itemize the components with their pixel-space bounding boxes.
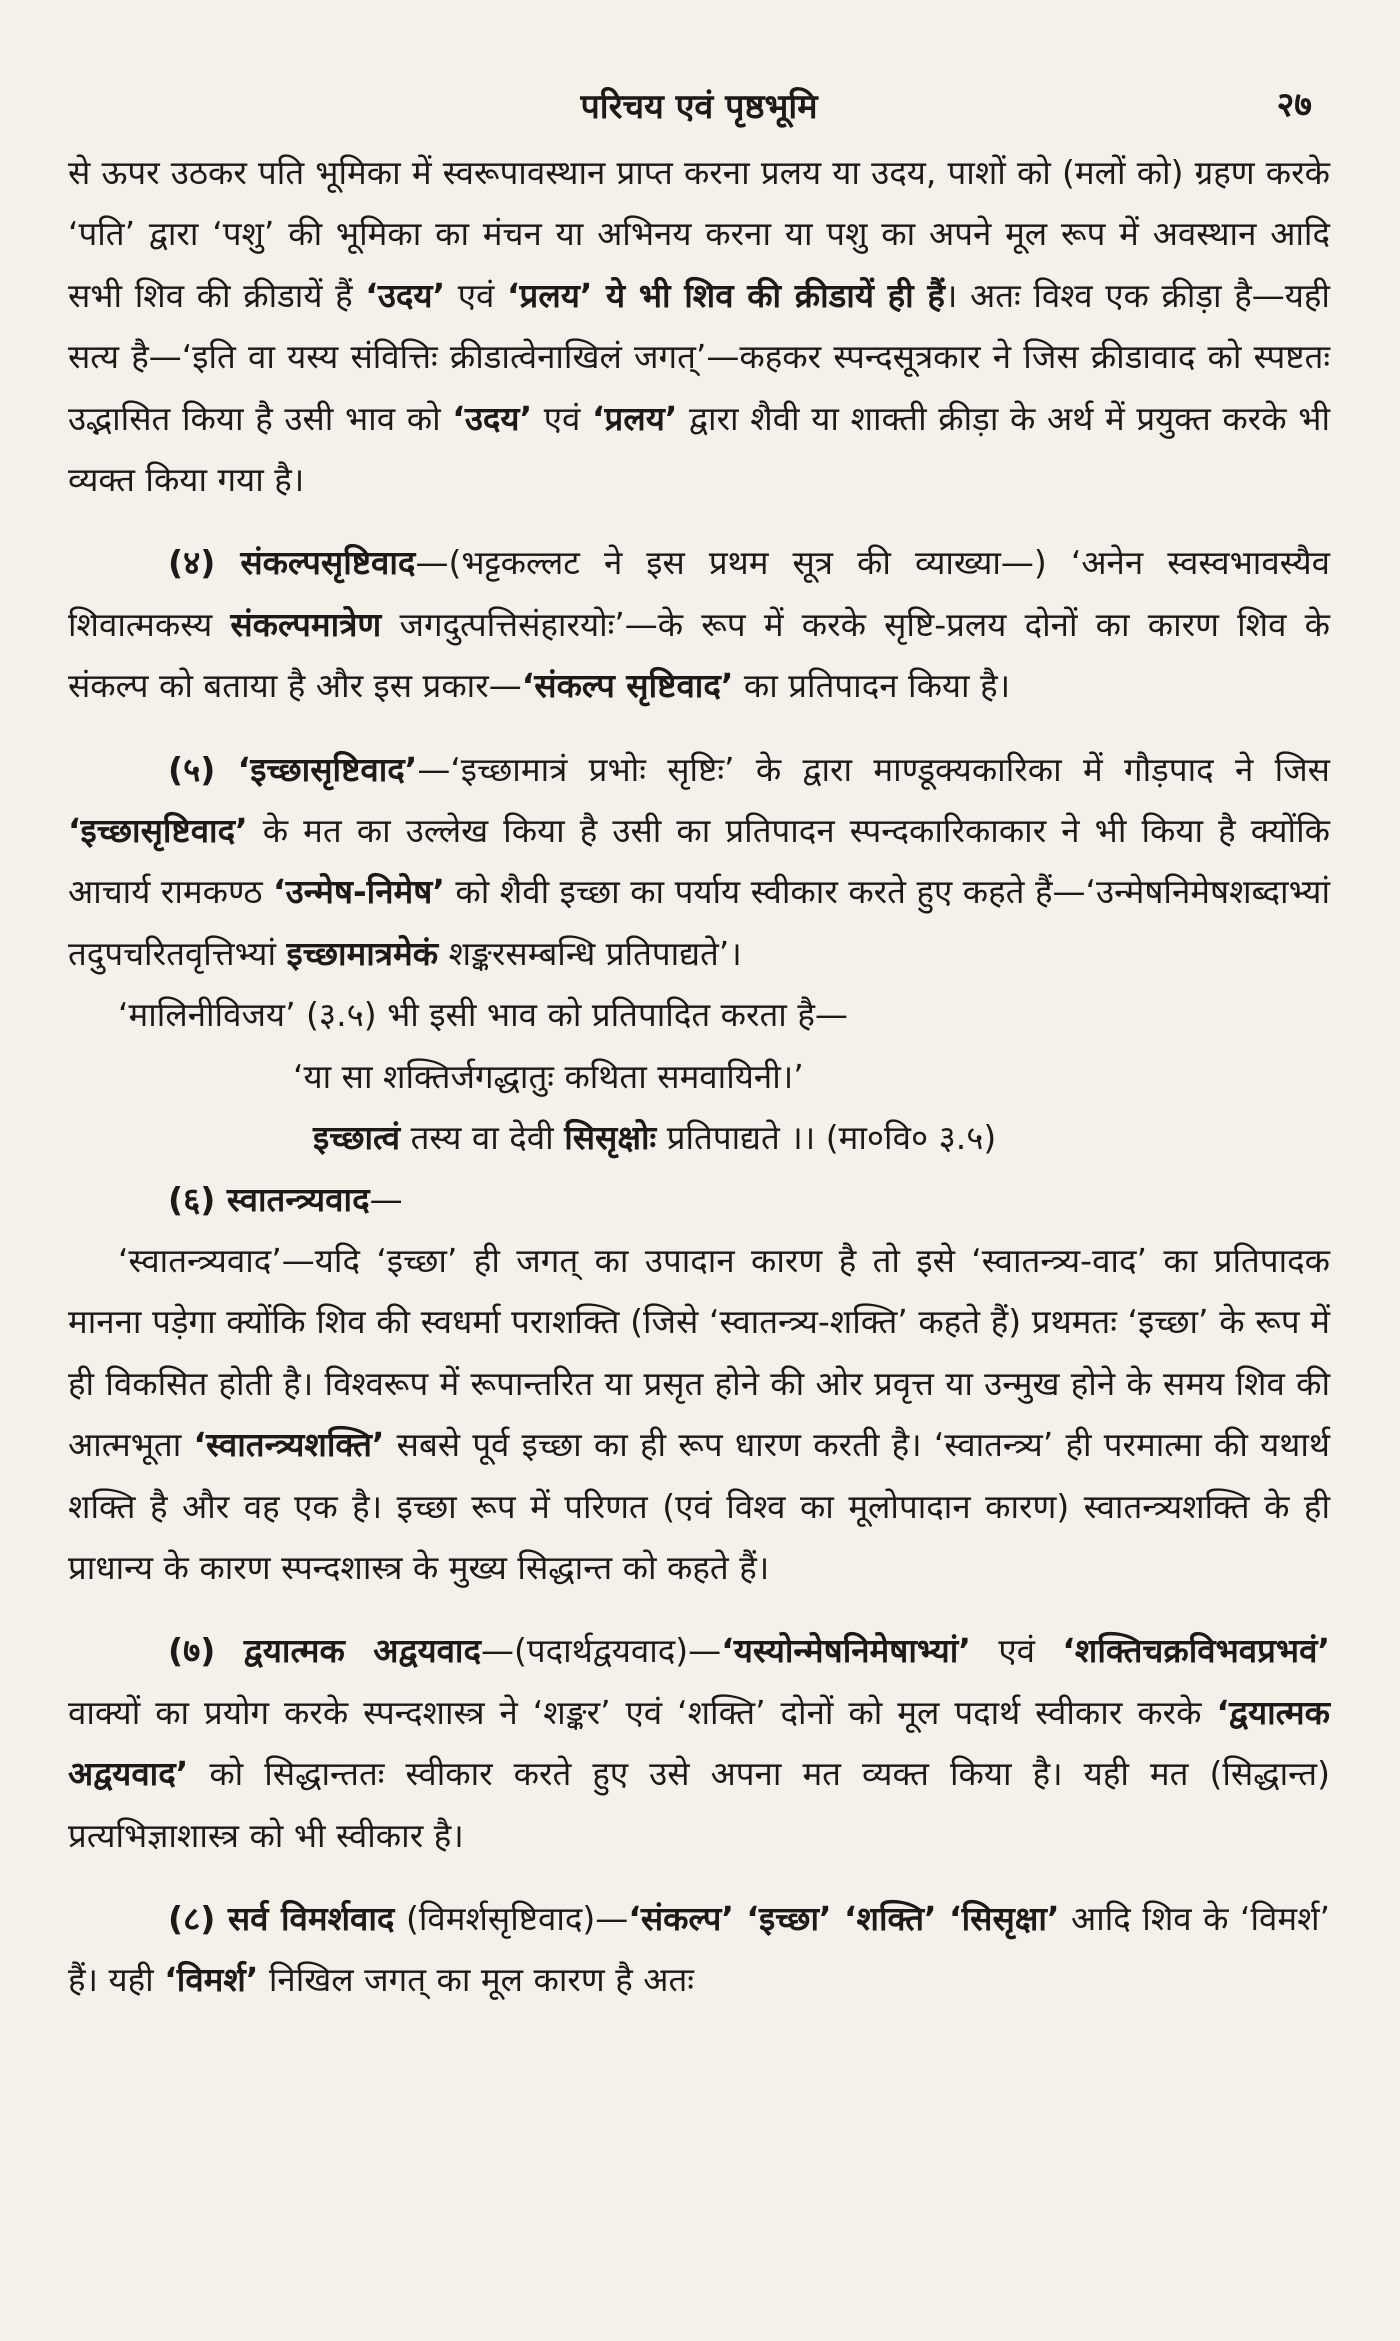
bold-term: (८) सर्व विमर्शवाद [168,1898,395,1938]
text-run: शङ्करसम्बन्धि प्रतिपाद्यते’। [438,933,742,973]
paragraph-udaya-pralaya [68,142,1330,510]
bold-term: इच्छामात्रमेकं [286,933,439,973]
text-run: ‘या सा शक्तिर्जगद्धातुः कथिता समवायिनी।’ [293,1056,804,1096]
bold-term: (६) स्वातन्त्र्यवाद [168,1179,370,1219]
bold-term: ‘संकल्प सृष्टिवाद’ [521,666,734,706]
text-run: को शैवी इच्छा का पर्याय स्वीकार करते हुए कहते हैं—‘उन्मेषनिमेषशब्दाभ्यां तदुपचरितवृत्तिभ्यां [68,872,1330,973]
text-run: आदि शिव के ‘विमर्श’ हैं। यही [68,1898,1330,2000]
bold-term: सिसृक्षोः [564,1118,657,1158]
text-run: ‘स्वातन्त्र्यवाद’—यदि ‘इच्छा’ ही जगत् का उपादान कारण है तो इसे ‘स्वातन्त्र्य-वाद’ का प्रतिपादक मानना पड़ेगा क्योंकि शिव की स्वधर्मा पराशक्ति (जिसे ‘स्वातन्त्र्य-शक्ति’ कहते हैं) प्रथमतः ‘इच्छा’ के रूप में ही विकसित होती है। विश्वरूप में रूपान्तरित या प्रसृत होने की ओर प्रवृत्त या उन्मुख होने के समय शिव की आत्मभूता [68,1240,1330,1465]
bold-term: ‘इच्छासृष्टिवाद’ [68,811,248,851]
text-run: एवं [532,398,593,438]
text-run: से ऊपर उठकर पति भूमिका में स्वरूपावस्थान प्राप्त करना प्रलय या उदय, पाशों को (मलों को) ग्रहण करके ‘पति’ द्वारा ‘पशु’ की भूमिका का मंचन या अभिनय करना या पशु का अपने मूल रूप में अवस्थान आदि सभी शिव की क्रीडायें हैं [68,153,1330,315]
running-head: परिचय एवं पृष्ठभूमि [580,87,818,127]
bold-term: ‘उन्मेष-निमेष’ [273,872,445,912]
bold-term: ‘संकल्प’ ‘इच्छा’ ‘शक्ति’ ‘सिसृक्षा’ [628,1898,1060,1938]
text-run: —(भट्टकल्लट ने इस प्रथम सूत्र की व्याख्या—) ‘अनेन स्वस्वभावस्यैव शिवात्मकस्य [68,543,1330,644]
bold-term: इच्छात्वं [313,1118,401,1158]
text-run: के मत का उल्लेख किया है उसी का प्रतिपादन स्पन्दकारिकाकार ने भी किया है क्योंकि आचार्य रामकण्ठ [68,811,1330,912]
paragraph-svatantrya-vada [68,1230,1330,1598]
bold-term: (५) ‘इच्छासृष्टिवाद’ [168,749,418,789]
bold-term: ‘शक्तिचक्रविभवप्रभवं’ [1062,1631,1330,1671]
text-run: एवं [970,1631,1063,1671]
text-run: निखिल जगत् का मूल कारण है अतः [258,1960,694,2000]
text-run: वाक्यों का प्रयोग करके स्पन्दशास्त्र ने ‘शङ्कर’ एवं ‘शक्ति’ दोनों को मूल पदार्थ स्वीकार करके [68,1692,1217,1732]
bold-term: ‘विमर्श’ [164,1960,259,2000]
text-run: ‘मालिनीविजय’ (३.५) भी इसी भाव को प्रतिपादित करता है— [118,995,848,1035]
bold-term: ‘उदय’ [452,398,533,438]
bold-term: संकल्पमात्रेण [230,604,382,644]
text-run: तस्य वा देवी [400,1118,565,1158]
paragraph-sankalpa-srishtivada [68,532,1330,716]
bold-term: (४) संकल्पसृष्टिवाद [168,543,416,583]
bold-term: ‘प्रलय’ [592,398,678,438]
page-number: २७ [1276,85,1312,125]
text-run: प्रतिपाद्यते ।। (मा०वि० ३.५) [656,1118,997,1158]
text-run: द्वारा शैवी या शाक्ती क्रीड़ा के अर्थ में प्रयुक्त करके भी व्यक्त किया गया है। [68,398,1331,500]
text-run: (विमर्शसृष्टिवाद)— [394,1898,629,1938]
text-run: — [369,1179,403,1219]
text-run: एवं [445,275,508,315]
bold-term: ‘प्रलय’ ये भी शिव की क्रीडायें ही हैं [507,275,945,315]
text-run: को सिद्धान्ततः स्वीकार करते हुए उसे अपना मत व्यक्त किया है। यही मत (सिद्धान्त) प्रत्यभिज्ञाशास्त्र को भी स्वीकार है। [68,1754,1330,1855]
verse-line-1 [68,1046,1330,1107]
heading-svatantrya-vada [68,1169,1330,1230]
paragraph-sarva-vimarshavada [68,1888,1330,2011]
bold-term: (७) द्वयात्मक अद्वयवाद [168,1631,481,1671]
text-run: जगदुत्पत्तिसंहारयोः’—के रूप में करके सृष्टि-प्रलय दोनों का कारण शिव के संकल्प को बताया है और इस प्रकार— [68,604,1330,706]
bold-term: ‘यस्योन्मेषनिमेषाभ्यां’ [721,1631,971,1671]
text-run: सबसे पूर्व इच्छा का ही रूप धारण करती है। ‘स्वातन्त्र्य’ ही परमात्मा की यथार्थ शक्ति है और वह एक है। इच्छा रूप में परिणत (एवं विश्व का मूलोपादान कारण) स्वातन्त्र्यशक्ति के ही प्राधान्य के कारण स्पन्दशास्त्र के मुख्य सिद्धान्त को कहते हैं। [68,1425,1330,1587]
bold-term: ‘उदय’ [365,275,446,315]
paragraph-malinivijaya [68,984,1330,1045]
paragraph-ichchha-srishtivada [68,739,1330,985]
text-run: —(पदार्थद्वयवाद)— [481,1631,722,1671]
paragraph-dvayatmaka-advayavada [68,1620,1330,1866]
page-header [68,70,1330,142]
bold-term: ‘स्वातन्त्र्यशक्ति’ [193,1425,385,1465]
text-run: —‘इच्छामात्रं प्रभोः सृष्टिः’ के द्वारा माण्डूक्यकारिका में गौड़पाद ने जिस [417,749,1330,789]
body-text [68,142,1330,2011]
text-run: का प्रतिपादन किया है। [733,666,1011,706]
bold-term: ‘द्वयात्मक अद्वयवाद’ [68,1692,1330,1794]
text-run: । अतः विश्व एक क्रीड़ा है—यही सत्य है—‘इति वा यस्य संवित्तिः क्रीडात्वेनाखिलं जगत्’—कहकर स्पन्दसूत्रकार ने जिस क्रीडावाद को स्पष्टतः उद्भासित किया है उसी भाव को [68,275,1330,438]
verse-line-2 [68,1107,1330,1168]
